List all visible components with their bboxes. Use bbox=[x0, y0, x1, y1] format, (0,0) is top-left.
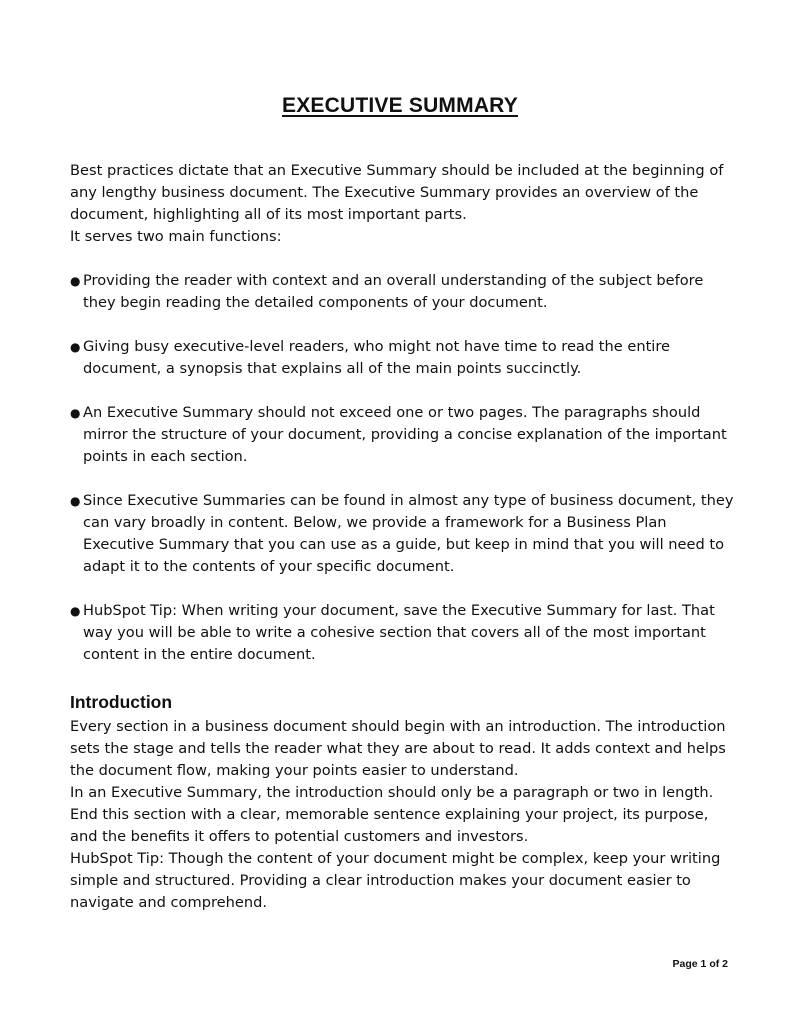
page-number: Page 1 of 2 bbox=[672, 958, 728, 970]
bullet-text: HubSpot Tip: When writing your document, save the Executive Summary for last. That way you will be able to write a cohesive section that covers all of the most important content in the entire document. bbox=[83, 602, 715, 663]
bullet-dot-icon: ● bbox=[70, 340, 81, 354]
bullet-text: Giving busy executive-level readers, who might not have time to read the entire document, a synopsis that explains all of the main points succinctly. bbox=[83, 338, 671, 377]
bullet-text: Providing the reader with context and an overall understanding of the subject before they begin reading the detailed components of your document. bbox=[83, 272, 704, 311]
bullet-item bbox=[70, 336, 735, 380]
introduction-paragraph: In an Executive Summary, the introduction should only be a paragraph or two in length. End this section with a clear, memorable sentence explaining your project, its purpose, and the benefits it offers to potential customers and investors. bbox=[70, 784, 714, 845]
bullet-text: Since Executive Summaries can be found in almost any type of business document, they can vary broadly in content. Below, we provide a framework for a Business Plan Executive Summary that you can use as a guide, but keep in mind that you will need to adapt it to the contents of your specific document. bbox=[83, 492, 734, 575]
bullet-item bbox=[70, 600, 735, 666]
bullet-dot-icon: ● bbox=[70, 604, 81, 618]
document-title-text: EXECUTIVE SUMMARY bbox=[282, 94, 518, 117]
bullet-item bbox=[70, 490, 735, 578]
bullet-dot-icon: ● bbox=[70, 274, 81, 288]
bullet-text: An Executive Summary should not exceed one or two pages. The paragraphs should mirror the structure of your document, providing a concise explanation of the important points in each section. bbox=[83, 404, 727, 465]
introduction-paragraph: Every section in a business document should begin with an introduction. The introduction sets the stage and tells the reader what they are about to read. It adds context and helps the document flow, making your points easier to understand. bbox=[70, 718, 726, 779]
introduction-paragraph: HubSpot Tip: Though the content of your document might be complex, keep your writing simple and structured. Providing a clear introduction makes your document easier to navigate and comprehend. bbox=[70, 850, 721, 911]
intro-paragraph: Best practices dictate that an Executive Summary should be included at the beginning of any lengthy business document. The Executive Summary provides an overview of the document, highlighting all of its most important parts. bbox=[70, 162, 724, 223]
intro-block bbox=[70, 160, 735, 248]
intro-functions-line: It serves two main functions: bbox=[70, 228, 282, 245]
bullet-dot-icon: ● bbox=[70, 406, 81, 420]
document-title bbox=[0, 94, 800, 118]
bullet-item bbox=[70, 402, 735, 468]
bullet-dot-icon: ● bbox=[70, 494, 81, 508]
functions-bullet-list bbox=[70, 270, 735, 688]
bullet-item bbox=[70, 270, 735, 314]
section-heading-introduction: Introduction bbox=[70, 692, 173, 712]
introduction-section-body bbox=[70, 716, 735, 914]
